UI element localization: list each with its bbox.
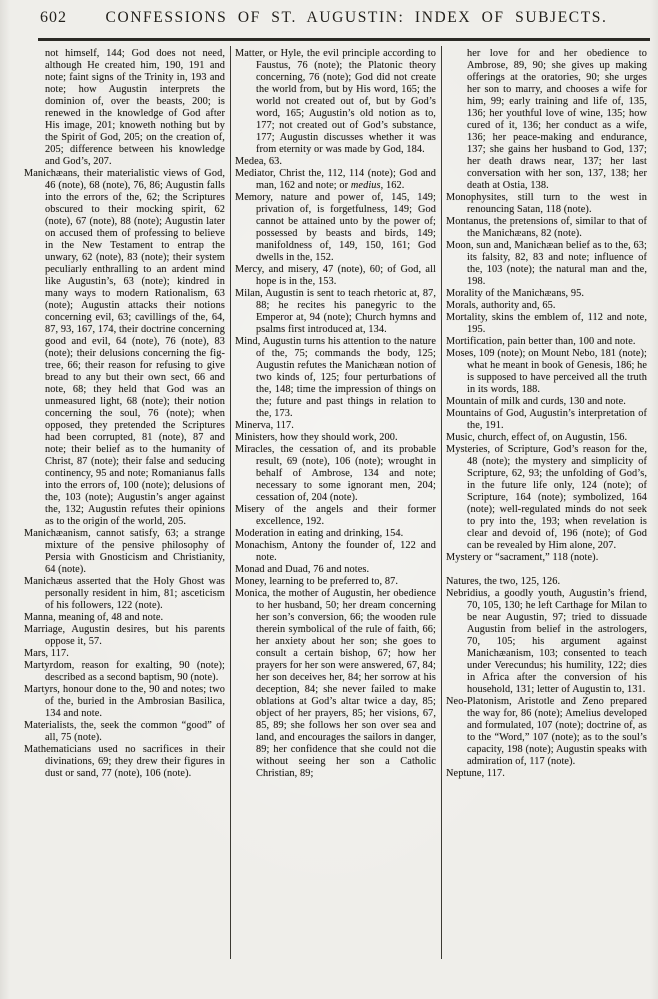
index-entry: Mediator, Christ the, 112, 114 (note); God and man, 162 and note; or medius, 162. xyxy=(235,168,436,191)
index-entry: Mathematicians used no sacrifices in their divinations, 69; they drew their figures in dust or sand, 77 (note), 106 (note). xyxy=(24,744,225,779)
index-entry: Morality of the Manichæans, 95. xyxy=(446,288,585,299)
index-entry: Mystery or “sacrament,” 118 (note). xyxy=(446,552,599,563)
index-entry: Medea, 63. xyxy=(235,156,283,167)
index-entry: Monachism, Antony the founder of, 122 and note. xyxy=(235,540,436,563)
index-entry: Monica, the mother of Augustin, her obedience to her husband, 50; her dream concerning her son’s conversion, 66; the wooden rule therein symbolical of the rule of faith, 66; her anxiety about her son; she goes to consult a certain bishop, 67; how her prayers for her son were answered, 67, 84; her son deceives her, 84; her sorrow at his deception, 84; she never failed to make oblations at God’s altar twice a day, 85; object of her prayers, 85; her visions, 67, 85, 89; she follows her son over sea and land, and encourages the sailors in danger, 89; her confidence that she could not die without seeing her son a Catholic Christian, 89; xyxy=(235,588,436,779)
header-rule xyxy=(38,38,650,41)
index-column-3 xyxy=(442,46,652,959)
index-entry: Ministers, how they should work, 200. xyxy=(235,432,398,443)
index-entry: Mortification, pain better than, 100 and note. xyxy=(446,336,636,347)
index-entry: Mountains of God, Augustin’s interpretation of the, 191. xyxy=(446,408,647,431)
index-entry: Mysteries, of Scripture, God’s reason for the, 48 (note); the mystery and simplicity of Scripture, 62, 93; the unfolding of God’s, in the future life only, 124 (note); of Scripture, 164 (note); symbolized, 164 (note); well-regulated minds do not seek to pry into the, 193; when revelation is clear and devoid of, 196 (note); of God can be revealed by Him alone, 207. xyxy=(446,444,647,551)
index-entry: her love for and her obedience to Ambrose, 89, 90; she gives up making offerings at the oratories, 90; she urges her son to marry, and chooses a wife for him, 99; early training and life of, 135, 136; her youthful love of wine, 135; how cured of it, 136; her conduct as a wife, 136; her peace-making and endurance, 137; she gains her husband to God, 137; her death draws near, 137; her last conversation with her son, 137, 138; her death at Ostia, 138. xyxy=(467,48,647,191)
index-entry: Milan, Augustin is sent to teach rhetoric at, 87, 88; he recites his panegyric to the Emperor at, 94 (note); Church hymns and psalms first introduced at, 134. xyxy=(235,288,436,335)
index-entry: Music, church, effect of, on Augustin, 156. xyxy=(446,432,628,443)
index-entry: Martyrs, honour done to the, 90 and notes; two of the, buried in the Ambrosian Basilica, 134 and note. xyxy=(24,684,225,719)
index-entry: Monophysites, still turn to the west in renouncing Satan, 118 (note). xyxy=(446,192,647,215)
index-entry: Miracles, the cessation of, and its probable result, 69 (note), 106 (note); wrought in behalf of Ambrose, 134 and note; necessary to some ignorant men, 204; cessation of, 204 (note). xyxy=(235,444,436,503)
page-number: 602 xyxy=(40,9,67,26)
index-entry: Manichæans, their materialistic views of God, 46 (note), 68 (note), 76, 86; Augustin falls into the errors of the, 62; the Scriptures obscured to their mocking spirit, 62 (note), 67 (note), 88 (note); Augustin later on accused them of professing to believe in the New Testament to entrap the unwary, 62 (note), 83 (note); their system peculiarly enthralling to an ardent mind like Augustin’s, 63 (note); kindred in many ways to modern Rationalism, 63 (note); Augustin attacks their notions concerning evil, 63; cavillings of the, 64, 87, 93, 167, 174, their doctrine concerning good and evil, 64 (note), 76 (note), 83 (note); their delusions concerning the fig-tree, 66; their reason for refusing to give bread to any but their own sect, 66 and note, 68; they held that God was an unmeasured light, 68 (note); their notion concerning the soul, 76 (note); when opposed, they pretended the Scriptures had been corrupted, 81 (note), 87 and note; their belief as to the humanity of Christ, 87 (note); their false and seducing continency, 95 and note; Romanianus falls into the errors of, 100 (note); delusions of the, 103 (note); Augustin’s anger against the, 132; Augustin refutes their opinions as to the origin of the world, 205. xyxy=(24,168,225,527)
index-entry: Neo-Platonism, Aristotle and Zeno prepared the way for, 86 (note); Amelius developed and formulated, 107 (note); doctrine of, as to the “Word,” 107 (note); as to the soul’s capacity, 198 (note); Augustin speaks with admiration of, 117 (note). xyxy=(446,696,647,767)
index-entry: Moderation in eating and drinking, 154. xyxy=(235,528,404,539)
index-entry: Manna, meaning of, 48 and note. xyxy=(24,612,164,623)
index-entry: Mars, 117. xyxy=(24,648,69,659)
index-entry: Moon, sun and, Manichæan belief as to the, 63; its falsity, 82, 83 and note; influence of the, 103 (note); the natural man and the, 198. xyxy=(446,240,647,287)
index-entry: Mercy, and misery, 47 (note), 60; of God, all hope is in the, 153. xyxy=(235,264,436,287)
index-entry: not himself, 144; God does not need, although He created him, 190, 191 and note; faint signs of the Trinity in, 193 and note; how Augustin interprets the dominion of, over the beasts, 200; is renewed in the knowledge of God after His image, 201; knoweth nothing but by the Spirit of God, 205; on the creation of, 205; difference between his knowledge and God’s, 207. xyxy=(45,48,225,167)
index-entry: Manichæus asserted that the Holy Ghost was personally resident in him, 81; asceticism of his followers, 122 (note). xyxy=(24,576,225,611)
index-entry: Matter, or Hyle, the evil principle according to Faustus, 76 (note); the Platonic theory concerning, 76 (note); God did not create the world from, but by His word, 165; the world not created out of, but by God’s word, 165; Augustin’s old notion as to, 177; not created out of God’s substance, 177; Augustin discusses whether it was from eternity or was made by God, 184. xyxy=(235,48,436,155)
index-entry: Minerva, 117. xyxy=(235,420,294,431)
index-entry: Memory, nature and power of, 145, 149; privation of, is forgetfulness, 149; God cannot be attained unto by the power of; possessed by beasts and birds, 149; manifoldness of, 149, 150, 161; God dwells in the, 152. xyxy=(235,192,436,263)
index-entry: Moses, 109 (note); on Mount Nebo, 181 (note); what he meant in book of Genesis, 186; he is supposed to have perceived all the truth in its words, 188. xyxy=(446,348,647,395)
index-entry: Mountain of milk and curds, 130 and note. xyxy=(446,396,626,407)
index-entry: Monad and Duad, 76 and notes. xyxy=(235,564,370,575)
index-entry: Mind, Augustin turns his attention to the nature of the, 75; commands the body, 125; Augustin refutes the Manichæan notion of two kinds of, 125; four perturbations of the, 148; time the impression of things on the; future and past things in relation to the, 173. xyxy=(235,336,436,419)
index-entry: Money, learning to be preferred to, 87. xyxy=(235,576,399,587)
running-title: CONFESSIONS OF ST. AUGUSTIN: INDEX OF SUBJECTS. xyxy=(105,9,608,26)
index-entry: Materialists, the, seek the common “good” of all, 75 (note). xyxy=(24,720,225,743)
index-columns xyxy=(20,46,652,959)
index-entry: Mortality, skins the emblem of, 112 and note, 195. xyxy=(446,312,647,335)
index-entry: Martyrdom, reason for exalting, 90 (note); described as a second baptism, 90 (note). xyxy=(24,660,225,683)
index-column-1 xyxy=(20,46,230,959)
index-entry: Nebridius, a goodly youth, Augustin’s friend, 70, 105, 130; he left Carthage for Milan to be near Augustin, 97; tried to dissuade Augustin from belief in the astrologers, 70, 105; his argument against Manichæanism, 103; consented to teach under Verecundus; his humility, 122; dies in Africa after the conversion of his household, 131; letter of Augustin to, 131. xyxy=(446,588,647,695)
page-header xyxy=(40,9,646,27)
index-entry: Misery of the angels and their former excellence, 192. xyxy=(235,504,436,527)
index-entry: Marriage, Augustin desires, but his parents oppose it, 57. xyxy=(24,624,225,647)
index-entry: Neptune, 117. xyxy=(446,768,505,779)
index-entry: Manichæanism, cannot satisfy, 63; a strange mixture of the pensive philosophy of Persia with Gnosticism and Christianity, 64 (note). xyxy=(24,528,225,575)
index-entry: Natures, the two, 125, 126. xyxy=(446,576,561,587)
index-column-2 xyxy=(230,46,442,959)
index-entry: Morals, authority and, 65. xyxy=(446,300,556,311)
index-entry: Montanus, the pretensions of, similar to that of the Manichæans, 82 (note). xyxy=(446,216,647,239)
